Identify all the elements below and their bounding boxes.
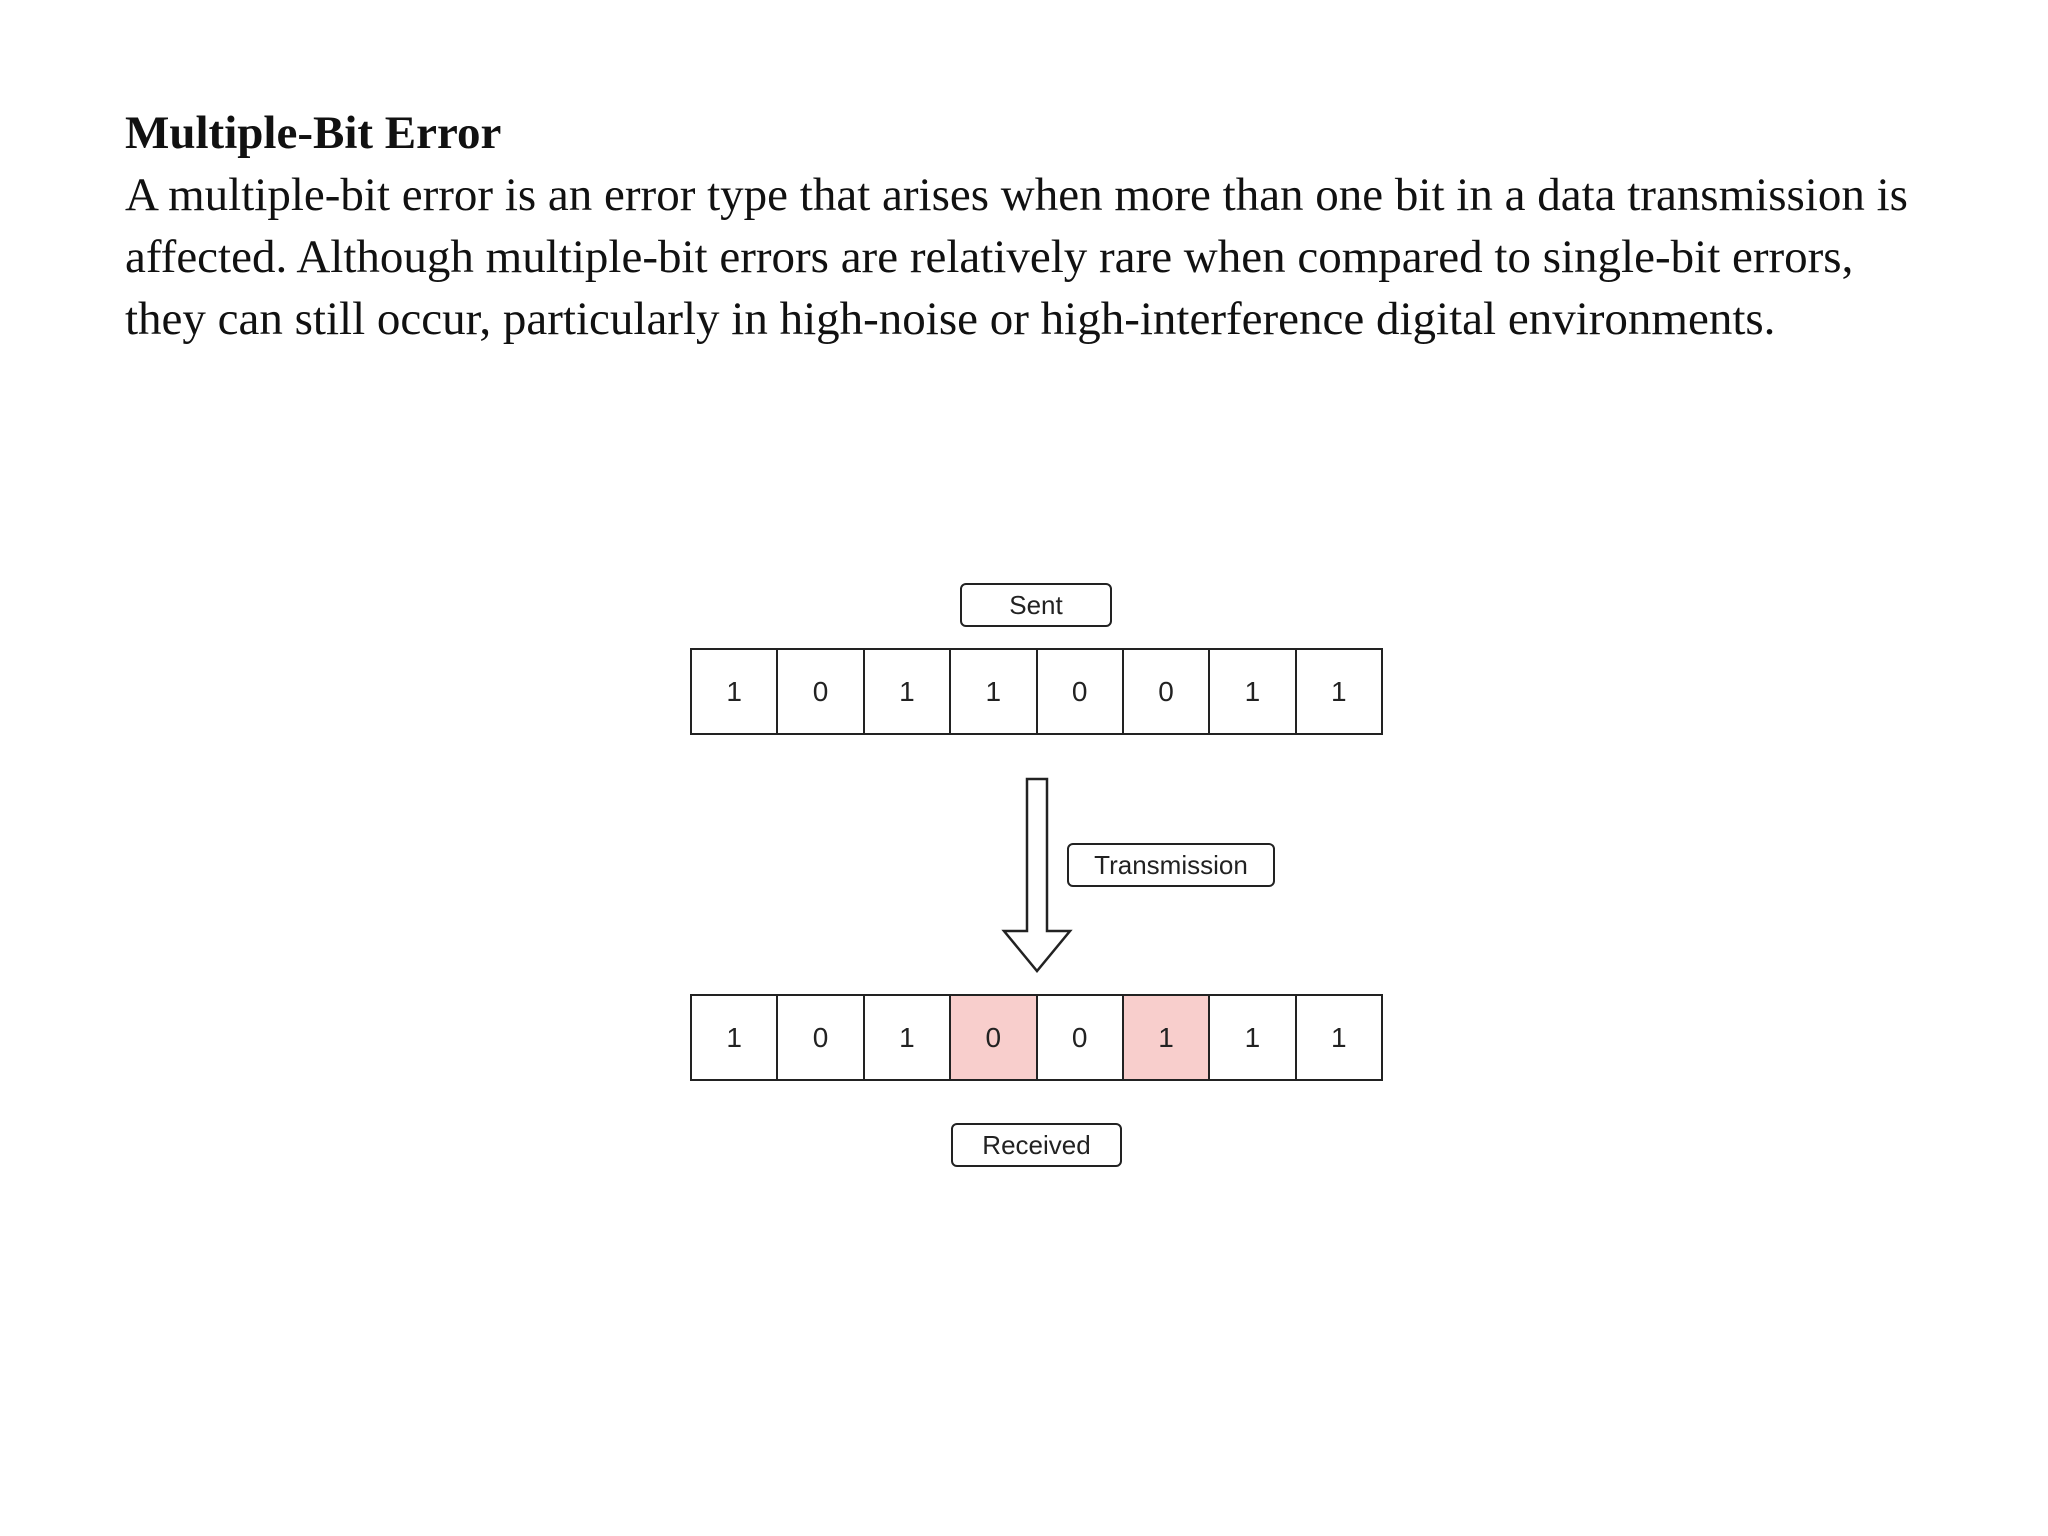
- transmission-arrow-icon: [1000, 777, 1074, 975]
- sent-bit: 0: [1038, 650, 1124, 733]
- received-bit: 0: [1038, 996, 1124, 1079]
- received-bit: 0: [778, 996, 864, 1079]
- sent-bit: 0: [778, 650, 864, 733]
- page-title: Multiple-Bit Error: [125, 107, 502, 159]
- received-bit-error: 1: [1124, 996, 1210, 1079]
- sent-bit: 0: [1124, 650, 1210, 733]
- sent-bit-row: [690, 648, 1383, 735]
- sent-bit: 1: [951, 650, 1037, 733]
- sent-bit: 1: [1297, 650, 1381, 733]
- sent-label: Sent: [960, 583, 1112, 627]
- sent-bit: 1: [692, 650, 778, 733]
- received-label: Received: [951, 1123, 1122, 1167]
- sent-bit: 1: [865, 650, 951, 733]
- received-bit-error: 0: [951, 996, 1037, 1079]
- received-bit: 1: [865, 996, 951, 1079]
- received-bit: 1: [692, 996, 778, 1079]
- received-bit: 1: [1210, 996, 1296, 1079]
- received-bit: 1: [1297, 996, 1381, 1079]
- received-bit-row: [690, 994, 1383, 1081]
- sent-bit: 1: [1210, 650, 1296, 733]
- transmission-label: Transmission: [1067, 843, 1275, 887]
- description-paragraph: A multiple-bit error is an error type that arises when more than one bit in a data transmission is affected. Although multiple-bit errors are relatively rare when compared to single-bit errors, they can still occur, particularly in high-noise or high-interference digital environments.: [125, 169, 1908, 345]
